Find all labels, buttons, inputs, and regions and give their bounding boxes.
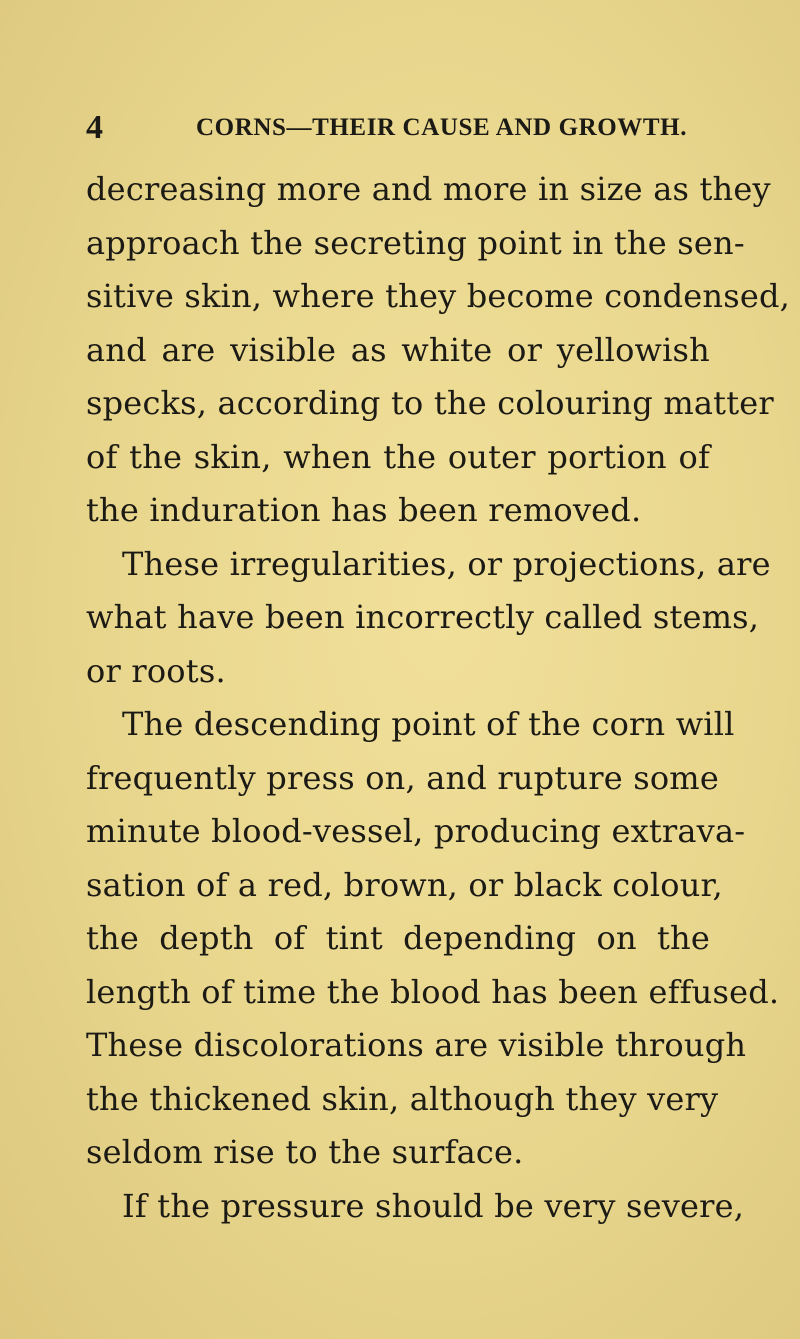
text-line: the thickened skin, although they very [86, 1079, 719, 1118]
text-line: approach the secreting point in the sen- [86, 223, 745, 262]
running-head [86, 108, 766, 148]
paragraph-start-line: These irregularities, or projections, are [122, 544, 771, 583]
text-line: sitive skin, where they become condensed, [86, 277, 791, 315]
text-line: what have been incorrectly called stems, [86, 598, 760, 636]
text-line: the induration has been removed. [86, 491, 642, 529]
paragraph-start-line: If the pressure should be very severe, [122, 1186, 745, 1225]
chapter-title: CORNS—THEIR CAUSE AND GROWTH. [196, 114, 688, 141]
text-line: length of time the blood has been effused. [86, 972, 780, 1011]
text-line: decreasing more and more in size as they [86, 170, 771, 208]
text-line: the depth of tint depending on the [86, 919, 710, 957]
text-line: These discolorations are visible through [86, 1026, 747, 1064]
body-text [86, 163, 791, 1233]
text-line: or roots. [86, 651, 226, 690]
text-line: frequently press on, and rupture some [86, 758, 719, 797]
text-line: seldom rise to the surface. [86, 1133, 524, 1171]
text-line: specks, according to the colouring matter [86, 384, 774, 422]
paragraph-start-line: The descending point of the corn will [122, 705, 735, 743]
text-line: sation of a red, brown, or black colour, [86, 865, 723, 904]
text-line: minute blood-vessel, producing extrava- [86, 812, 746, 850]
text-line: and are visible as white or yellowish [86, 330, 710, 369]
page-number: 4 [86, 109, 103, 146]
text-line: of the skin, when the outer portion of [86, 437, 710, 476]
